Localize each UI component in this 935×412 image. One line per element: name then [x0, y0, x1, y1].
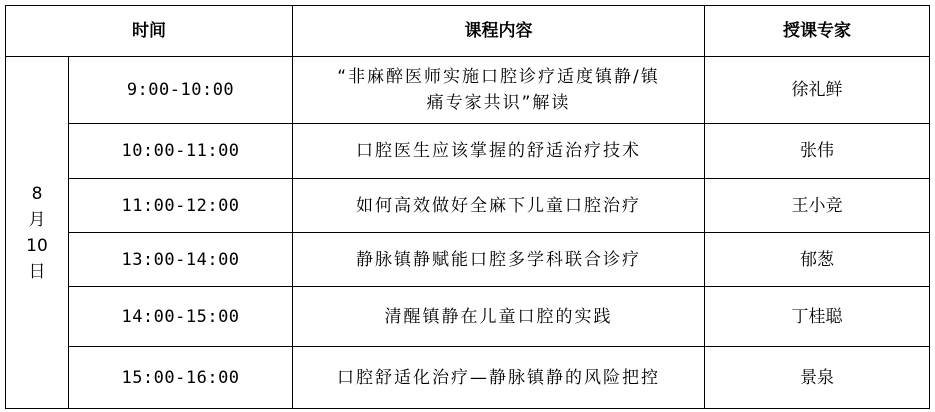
table-row	[6, 179, 930, 233]
content-cell	[293, 57, 705, 124]
header-row	[6, 6, 930, 57]
date-month-char: 月	[28, 209, 46, 230]
content-cell: 如何高效做好全麻下儿童口腔治疗	[293, 179, 705, 233]
expert-cell: 丁桂聪	[705, 287, 930, 347]
expert-cell: 王小竞	[705, 179, 930, 233]
date-day-number: 10	[26, 235, 48, 256]
date-day-char: 日	[28, 261, 46, 282]
table-row	[6, 124, 930, 179]
header-expert: 授课专家	[705, 6, 930, 57]
table-row	[6, 347, 930, 409]
table-row	[6, 57, 930, 124]
time-cell: 9:00-10:00	[69, 57, 293, 124]
date-cell	[6, 57, 69, 409]
header-time: 时间	[6, 6, 293, 57]
time-cell: 13:00-14:00	[69, 233, 293, 287]
time-cell: 14:00-15:00	[69, 287, 293, 347]
expert-cell: 郁葱	[705, 233, 930, 287]
expert-cell: 徐礼鲜	[705, 57, 930, 124]
table-row	[6, 287, 930, 347]
content-cell: 口腔医生应该掌握的舒适治疗技术	[293, 124, 705, 179]
content-cell: 清醒镇静在儿童口腔的实践	[293, 287, 705, 347]
table-row	[6, 233, 930, 287]
expert-cell: 张伟	[705, 124, 930, 179]
content-cell: 静脉镇静赋能口腔多学科联合诊疗	[293, 233, 705, 287]
schedule-table	[5, 5, 930, 409]
time-cell: 11:00-12:00	[69, 179, 293, 233]
content-line: “非麻醉医师实施口腔诊疗适度镇静/镇	[337, 67, 660, 87]
content-line: 痛专家共识”解读	[426, 93, 571, 113]
time-cell: 10:00-11:00	[69, 124, 293, 179]
expert-cell: 景泉	[705, 347, 930, 409]
date-month-number: 8	[31, 183, 43, 204]
content-cell: 口腔舒适化治疗—静脉镇静的风险把控	[293, 347, 705, 409]
header-content: 课程内容	[293, 6, 705, 57]
time-cell: 15:00-16:00	[69, 347, 293, 409]
